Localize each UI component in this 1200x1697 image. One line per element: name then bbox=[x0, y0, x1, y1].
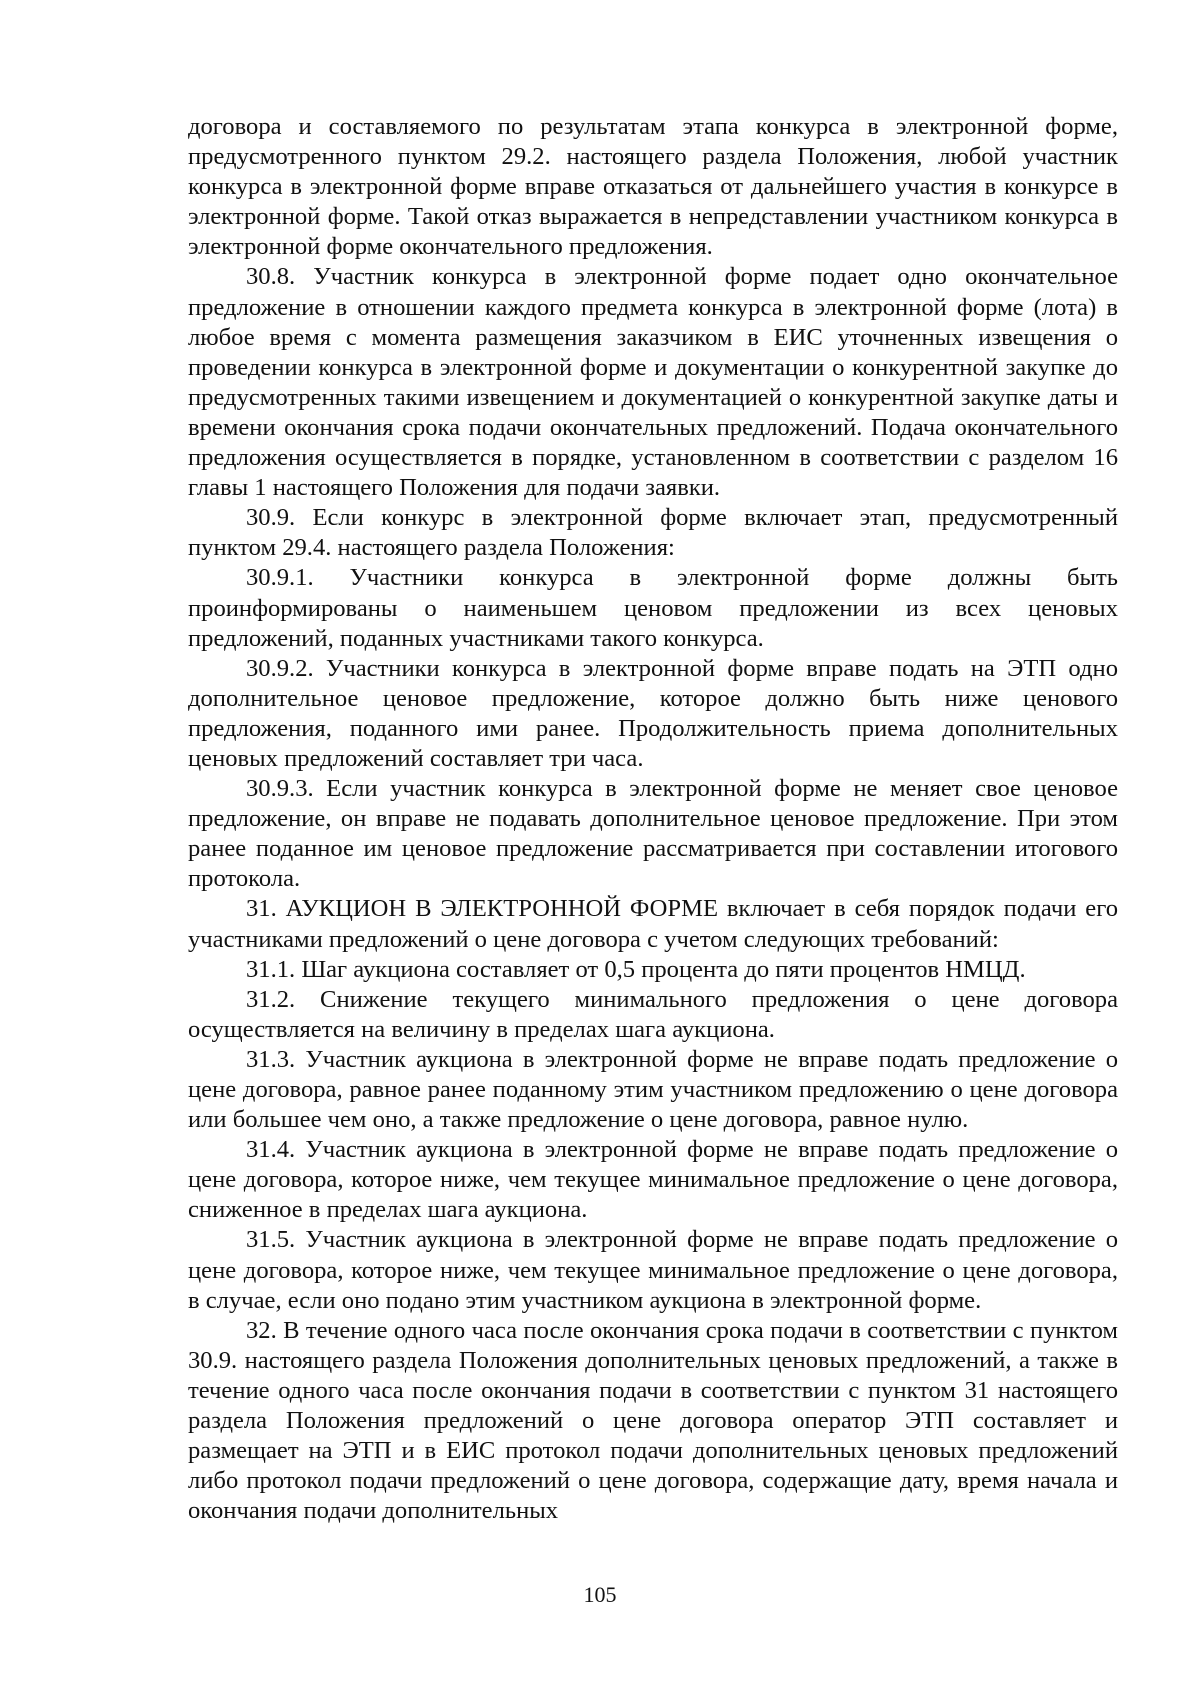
paragraph-31-2: 31.2. Снижение текущего минимального предложения о цене договора осуществляется на величину в пределах шага аукциона. bbox=[188, 985, 1118, 1043]
paragraph-32: 32. В течение одного часа после окончания срока подачи в соответствии с пунктом 30.9. настоящего раздела Положения дополнительных ценовых предложений, а также в течение одного часа после окончания подачи в соответствии с пунктом 31 настоящего раздела Положения предложений о цене договора оператор ЭТП составляет и размещает на ЭТП и в ЕИС протокол подачи дополнительных ценовых предложений либо протокол подачи предложений о цене договора, содержащие дату, время начала и окончания подачи дополнительных bbox=[188, 1316, 1118, 1525]
page-number: 105 bbox=[583, 1582, 617, 1607]
paragraph-30-9-3: 30.9.3. Если участник конкурса в электронной форме не меняет свое ценовое предложение, он вправе не подавать дополнительное ценовое предложение. При этом ранее поданное им ценовое предложение рассматривается при составлении итогового протокола. bbox=[188, 775, 1118, 893]
paragraph-31: 31. АУКЦИОН В ЭЛЕКТРОННОЙ ФОРМЕ включает в себя порядок подачи его участниками предложений о цене договора с учетом следующих требований: bbox=[188, 895, 1118, 953]
paragraph-30-8: 30.8. Участник конкурса в электронной форме подает одно окончательное предложение в отношении каждого предмета конкурса в электронной форме (лота) в любое время с момента размещения заказчиком в ЕИС уточненных извещения о проведении конкурса в электронной форме и документации о конкурентной закупке до предусмотренных такими извещением и документацией о конкурентной закупке даты и времени окончания срока подачи окончательных предложений. Подача окончательного предложения осуществляется в порядке, установленном в соответствии с разделом 16 главы 1 настоящего Положения для подачи заявки. bbox=[188, 263, 1118, 502]
paragraph-30-9-1: 30.9.1. Участники конкурса в электронной форме должны быть проинформированы о наименьшем ценовом предложении из всех ценовых предложений, поданных участниками такого конкурса. bbox=[188, 564, 1118, 652]
paragraph-31-1: 31.1. Шаг аукциона составляет от 0,5 процента до пяти процентов НМЦД. bbox=[246, 955, 1026, 983]
paragraph-30-9-2: 30.9.2. Участники конкурса в электронной форме вправе подать на ЭТП одно дополнительное ценовое предложение, которое должно быть ниже ценового предложения, поданного ими ранее. Продолжительность приема дополнительных ценовых предложений составляет три часа. bbox=[188, 654, 1118, 772]
paragraph-30-9: 30.9. Если конкурс в электронной форме включает этап, предусмотренный пунктом 29.4. настоящего раздела Положения: bbox=[188, 504, 1118, 562]
document-body bbox=[188, 112, 1118, 1526]
paragraph-31-5: 31.5. Участник аукциона в электронной форме не вправе подать предложение о цене договора, которое ниже, чем текущее минимальное предложение о цене договора, в случае, если оно подано этим участником аукциона в электронной форме. bbox=[188, 1226, 1118, 1314]
paragraph-31-4: 31.4. Участник аукциона в электронной форме не вправе подать предложение о цене договора, которое ниже, чем текущее минимальное предложение о цене договора, сниженное в пределах шага аукциона. bbox=[188, 1136, 1118, 1224]
paragraph-31-3: 31.3. Участник аукциона в электронной форме не вправе подать предложение о цене договора, равное ранее поданному этим участником предложению о цене договора или большее чем оно, а также предложение о цене договора, равное нулю. bbox=[188, 1045, 1118, 1134]
paragraph-continuation: договора и составляемого по результатам этапа конкурса в электронной форме, предусмотренного пунктом 29.2. настоящего раздела Положения, любой участник конкурса в электронной форме вправе отказаться от дальнейшего участия в конкурсе в электронной форме. Такой отказ выражается в непредставлении участником конкурса в электронной форме окончательного предложения. bbox=[188, 113, 1118, 261]
